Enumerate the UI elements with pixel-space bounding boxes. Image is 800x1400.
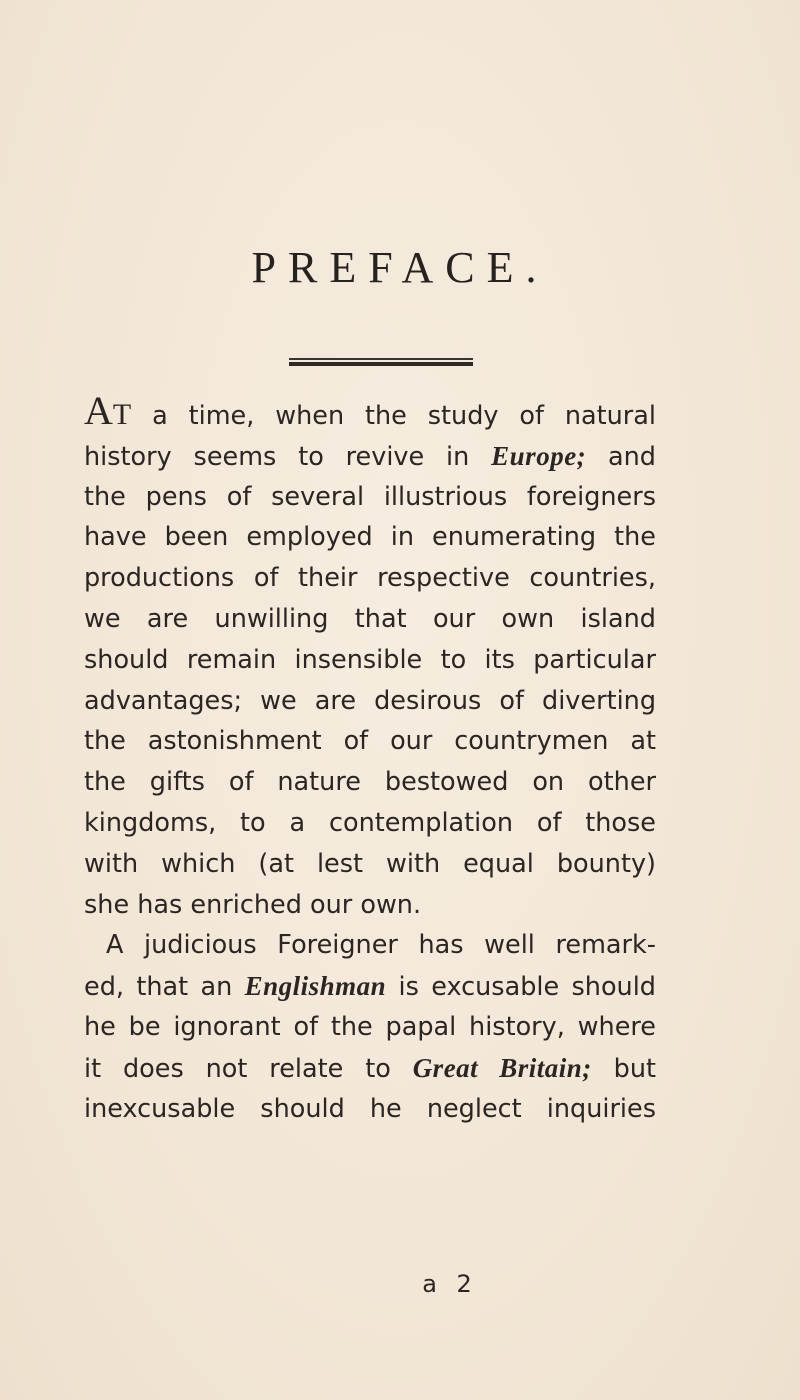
text-line: productions of their respective countries, (84, 563, 656, 594)
line-text: it does not relate to (84, 1053, 413, 1084)
text-line: the astonishment of our countrymen at (84, 726, 656, 757)
text-line (84, 436, 656, 477)
text-line: the pens of several illustrious foreigners (84, 481, 656, 512)
text-line: A judicious Foreigner has well remark- (106, 930, 656, 961)
signature-mark: a 2 (422, 1270, 478, 1298)
rule-thick-line (289, 362, 473, 366)
line-text: history seems to revive in (84, 441, 492, 472)
text-line: the gifts of nature bestowed on other (84, 767, 656, 798)
drop-cap: A (84, 388, 113, 433)
italic-word: Englishman (244, 971, 387, 1002)
heading-rule (289, 358, 473, 366)
text-line (84, 966, 656, 1007)
line-text: is excusable should (386, 972, 656, 1003)
text-line: she has enriched our own. (84, 889, 422, 920)
preface-body (84, 388, 656, 1129)
text-line: he be ignorant of the papal history, where (84, 1011, 656, 1042)
rule-thin-line (289, 358, 473, 360)
text-line: advantages; we are desirous of diverting (84, 685, 656, 716)
line-text: but (591, 1053, 656, 1084)
text-line (84, 388, 656, 436)
italic-word: Europe; (491, 440, 587, 471)
page-heading: PREFACE. (251, 243, 549, 292)
text-line: we are unwilling that our own island (84, 603, 656, 634)
small-caps: T (112, 398, 132, 431)
text-line: kingdoms, to a contemplation of those (84, 807, 656, 838)
text-line: inexcusable should he neglect inquiries (84, 1093, 656, 1124)
line-text: ed, that an (84, 972, 245, 1003)
line-text: a time, when the study of natural (131, 401, 656, 431)
text-line: have been employed in enumerating the (84, 522, 656, 553)
text-line: with which (at lest with equal bounty) (84, 848, 656, 879)
text-line (84, 1048, 656, 1089)
text-line: should remain insensible to its particular (84, 644, 656, 675)
line-text: and (586, 441, 656, 472)
italic-word: Great Britain; (412, 1052, 592, 1083)
